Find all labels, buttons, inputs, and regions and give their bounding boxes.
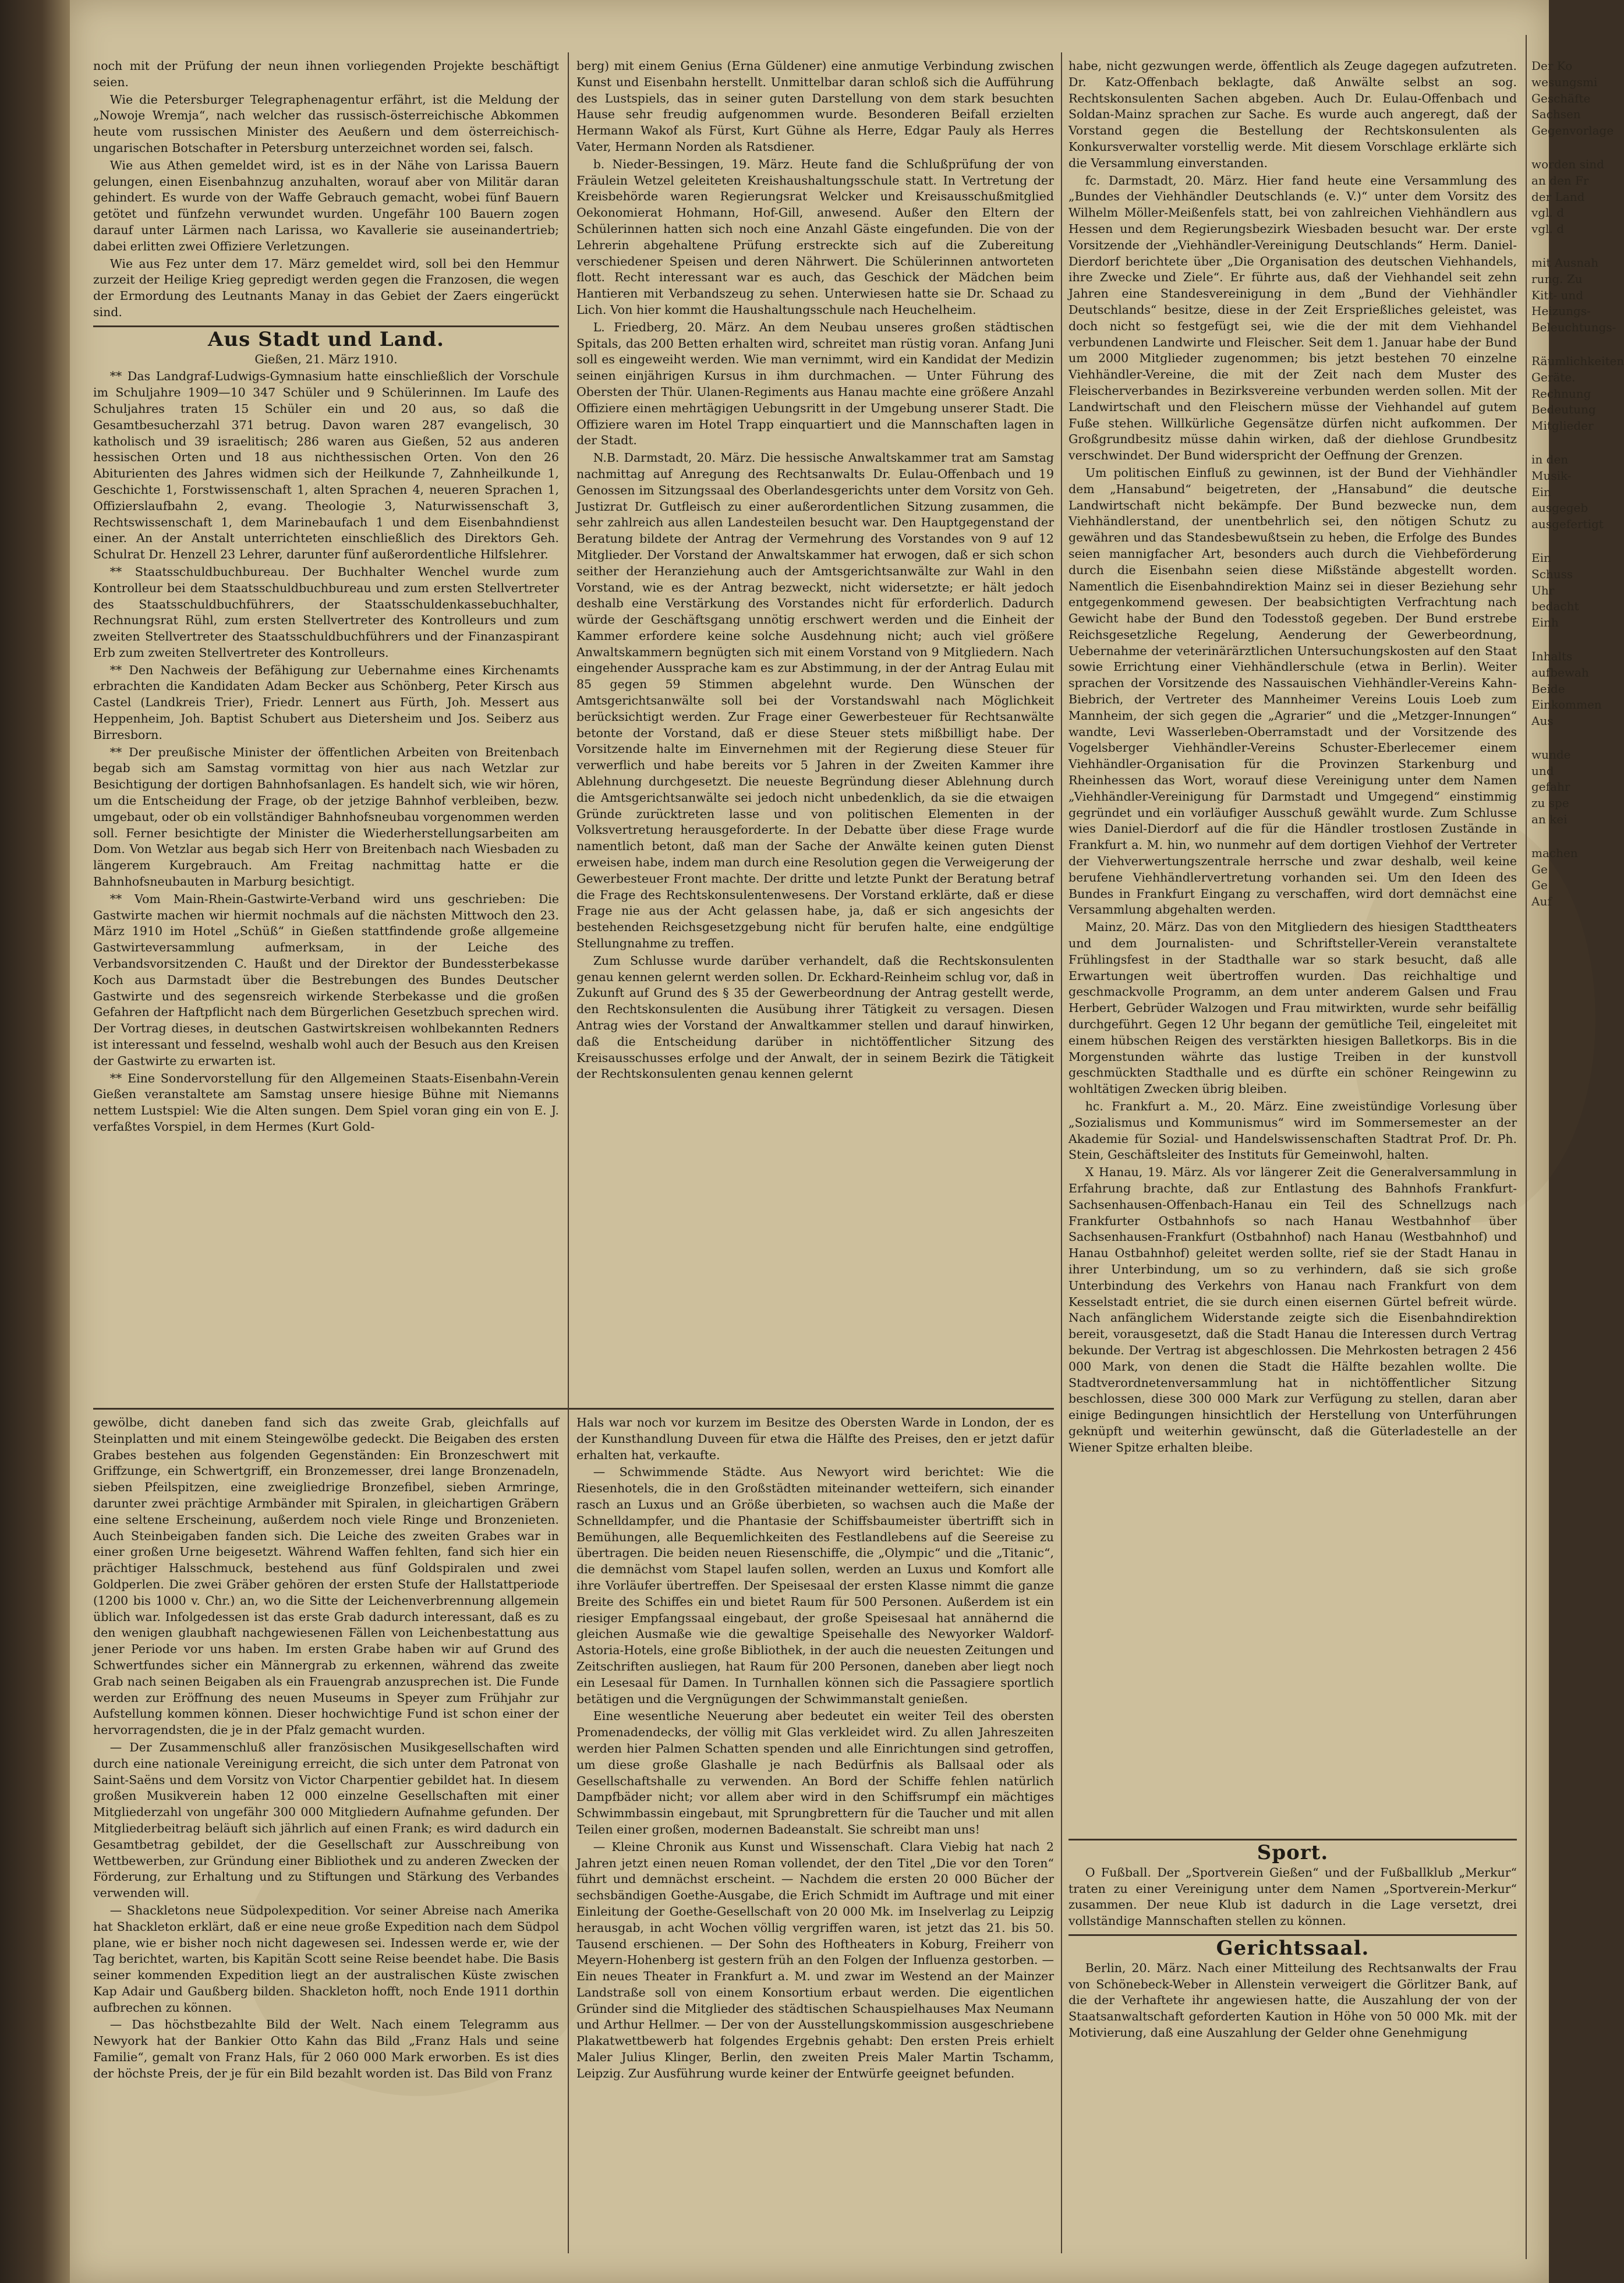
article-sondervorstellung: ** Eine Sondervorstellung für den Allgemeinen Staats-Eisenbahn-Verein Gießen veranstaltete am Samstag unsere hiesige Bühne mit Niemanns nettem Lustspiel: Wie die Alten sungen. Dem Spiel voran ging ein von E. J. verfaßtes Vorspiel, in dem Hermes (Kurt Gold- xyxy=(93,1071,559,1134)
article-paragraph: Wie aus Athen gemeldet wird, ist es in der Nähe von Larissa Bauern gelungen, einen Eisenbahnzug anzuhalten, worauf aber von Militär daran gehindert. Es wurde von der Waffe Gebrauch gemacht, wobei fünf Bauern getötet und fünfzehn verwundet wurden. Ungefähr 100 Bauern zogen darauf unter Lärmen nach Larissa, wo Kavallerie sie auseinandertrieb; dabei erlitten zwei Offiziere Verletzungen. xyxy=(93,158,559,253)
fragment-line: vgl. d xyxy=(1531,206,1565,220)
article-schwimmende-staedte: — Schwimmende Städte. Aus Newyort wird berichtet: Wie die Riesenhotels, die in den Großstädten miteinander wetteifern, sich einander rasch an Luxus und an Größe überbieten, so wachsen auch die Maße der Schnelldampfer, und die Phantasie der Schiffsbaumeister übertrifft sich in Bemühungen, alle Bequemlichkeiten des Festlandlebens auf die Seereise zu übertragen. Die beiden neuen Riesenschiffe, die „Olympic“ und die „Titanic“, die demnächst vom Stapel laufen sollen, werden an Luxus und Komfort alle ihre Vorläufer übertreffen. Der Speisesaal der ersten Klasse nimmt die ganze Breite des Schiffes ein und bietet Raum für 500 Personen. Außerdem ist ein riesiger Empfangssaal eingebaut, der große Speisesaal hat annähernd die gleichen Ausmaße wie die gewaltige Speisehalle des Newyorker Waldorf-Astoria-Hotels, eine große Bibliothek, in der auch die neuesten Zeitungen und Zeitschriften ausliegen, hat Raum für 200 Personen, daneben aber liegt noch ein Lesesaal für Damen. In Turnhallen können sich die Passagiere sportlich betätigen und die Vergnügungen der Schwimmanstalt genießen. xyxy=(576,1465,1054,1706)
article-nieder-bessingen: b. Nieder-Bessingen, 19. März. Heute fand die Schlußprüfung der von Fräulein Wetzel geleiteten Kreishaushaltungsschule statt. In Vertretung der Kreisbehörde waren Regierungsrat Welcker und Kreisausschußmitglied Oekonomierat Hohmann, Hof-Gill, anwesend. Außer den Eltern der Schülerinnen hatten sich noch eine Anzahl Gäste eingefunden. Die von der Lehrerin abgehaltene Prüfung erstreckte sich auf die Zubereitung verschiedener Speisen und deren Nährwert. Die Schülerinnen antworteten flott. Recht interessant war es auch, das Geschick der Mädchen beim Hantieren mit Verbandszeug zu sehen. Unterwiesen hatte sie Dr. Schaad zu Lich. Von hier kommt die Haushaltungsschule nach Heuchelheim. xyxy=(576,157,1054,317)
article-paragraph: noch mit der Prüfung der neun ihnen vorliegenden Projekte beschäftigt seien. xyxy=(93,59,559,89)
fragment-line: Ge xyxy=(1531,878,1548,893)
fragment-line: Ge xyxy=(1531,862,1548,876)
fragment-line: und xyxy=(1531,763,1554,778)
fragment-line: worden sind xyxy=(1531,157,1604,171)
court-heading: Gerichtssaal. xyxy=(1216,1936,1370,1960)
article-berlin: Berlin, 20. März. Nach einer Mitteilung des Rechtsanwalts der Frau von Schönebeck-Weber in Allenstein verweigert die Görlitzer Bank, auf die der Verhaftete ihr angewiesen hatte, die Auszahlung der von der Staatsanwaltschaft geforderten Kaution in Höhe von 50 000 Mk. mit der Motivierung, daß eine Auszahlung der Gelder ohne Genehmigung xyxy=(1068,1960,1517,2040)
article-continued: Hals war noch vor kurzem im Besitze des Obersten Warde in London, der es der Kunsthandlung Duveen für etwa die Hälfte des Preises, den er jetzt dafür erhalten hat, verkaufte. xyxy=(576,1415,1054,1462)
article-kirchenamt: ** Den Nachweis der Befähigung zur Uebernahme eines Kirchenamts erbrachten die Kandidaten Adam Becker aus Schönberg, Peter Kirsch aus Castel (Landkreis Trier), Friedr. Lennert aus Fürth, Joh. Messert aus Heppenheim, Joh. Baptist Schubert aus Dietersheim und Jos. Seiberz aus Birresborn. xyxy=(93,663,559,742)
column-rule xyxy=(1061,52,1062,2253)
fragment-line: Aus xyxy=(1531,714,1554,728)
fragment-line: Beide xyxy=(1531,681,1565,696)
fragment-line: machen xyxy=(1531,845,1578,860)
column-left-top xyxy=(93,58,559,1397)
section-divider xyxy=(1068,1934,1517,1936)
adjacent-page-fragment xyxy=(1531,58,1624,2213)
fragment-line: Uhr xyxy=(1531,583,1555,597)
article-hanau: X Hanau, 19. März. Als vor längerer Zeit die Generalversammlung in Erfahrung brachte, daß zur Entlastung des Bahnhofs Frankfurt-Sachsenhausen-Offenbach-Hanau ein Teil des Schnellzugs nach Frankfurter Ostbahnhofs so nach Hanau Westbahnhof über Sachsenhausen-Frankfurt (Ostbahnhof) nach Hanau (Westbahnhof) und Hanau Ostbahnhof) geleitet werden sollte, rief sie der Stadt Hanau in ihrer Unterbindung, um so zu verhindern, daß sie sich große Unterbindung des Verkehrs von Hanau nach Frankfurt von dem Kesselstadt entriet, die sie durch einen eisernen Gürtel befreit würde. Nach anfänglichem Widerstande zeigte sich die Eisenbahndirektion bereit, vorausgesetzt, daß die Stadt Hanau die Interessen durch Vertrag bekunde. Der Vertrag ist abgeschlossen. Die Mehrkosten betragen 2 456 000 Mark, von denen die Stadt die Hälfte bezahlen wollte. Die Stadtverordnetenversammlung hat in nichtöffentlicher Sitzung beschlossen, diese 300 000 Mark zur Verfügung zu stellen, daran aber einige Bedingungen hinsichtlich der Herstellung von Unterführungen geknüpft und weiterhin gewünscht, daß die Güterladestelle an der Wiener Spitze erhalten bleibe. xyxy=(1068,1165,1517,1454)
fragment-line: Bedeutung xyxy=(1531,402,1596,417)
fragment-line: aufbewah xyxy=(1531,665,1589,679)
article-anwaltskammer: N.B. Darmstadt, 20. März. Die hessische Anwaltskammer trat am Samstag nachmittag auf Anregung des Rechtsanwalts Dr. Eulau-Offenbach und 19 Genossen im Sitzungssaal des Oberlandesgerichts unter dem Vorsitz von Geh. Justizrat Dr. Gutfleisch zu einer außerordentlichen Sitzung zusammen, die sehr zahlreich aus allen Landesteilen besucht war. Den Hauptgegenstand der Beratung bildete der Antrag der Vermehrung des Vorstandes von 9 auf 12 Mitglieder. Der Vorstand der Anwaltskammer hat erwogen, daß er sich schon seither der Heranziehung auch der Amtsgerichtsanwälte zur Wahl in den Vorstand, wie es der Antrag bezweckt, nicht widersetzte; er hält jedoch deshalb eine Verstärkung des Vorstandes nicht für erforderlich. Dadurch würde der Geschäftsgang unnötig erschwert werden und die Einheit der Kammer erfordere keine solche Ausdehnung nicht; auch viel größere Anwaltskammern begnügten sich mit einem Vorstand von 9 Mitgliedern. Nach eingehender Aussprache kam es zur Abstimmung, in der der Antrag Eulau mit 85 gegen 59 Stimmen abgelehnt wurde. Den Wünschen der Amtsgerichtsanwälte soll bei der Vorstandswahl nach Möglichkeit berücksichtigt werden. Zur Frage einer Gewerbesteuer für Rechtsanwälte betonte der Vorstand, daß er diese Steuer stets mißbilligt habe. Der Vorsitzende halte im Einvernehmen mit der Regierung diese Steuer für verwerflich und habe bereits vor 5 Jahren in der Zweiten Kammer ihre Ablehnung durchgesetzt. Die neueste Begründung dieser Ablehnung durch die Amtsgerichtsanwälte sei jedoch nicht unbedenklich, da sie die etwaigen Gründe zurücktreten lasse und von politischen Elementen in der Volksvertretung herausgeforderte. In der Debatte über diese Frage wurde namentlich betont, daß man der Sache der Anwälte keinen guten Dienst erweisen habe, indem man durch eine Resolution gegen die Verweigerung der Gewerbesteuer Front machte. Der dritte und letzte Punkt der Beratung betraf die Frage des Rechtskonsulentenwesens. Der Vorstand erklärte, daß er diese Frage nie aus der Acht gelassen habe, ja, daß er sich angesichts der bestehenden Reichsgesetzgebung nicht für berufen halte, eine endgültige Stellungnahme zu treffen. xyxy=(576,451,1054,951)
fragment-line: Inhalts xyxy=(1531,649,1573,663)
article-shackleton: — Shackletons neue Südpolexpedition. Vor seiner Abreise nach Amerika hat Shackleton erklärt, daß er eine neue große Expedition nach dem Südpol plane, wie er bisher noch nicht dagewesen sei. Indessen werde er, wie der Tag berichtet, warten, bis Kapitän Scott seine Reise beendet habe. Die Basis seiner kommenden Expedition liegt an der australischen Küste zwischen Kap Adair und Gaußberg bilden. Shackleton hofft, noch Ende 1911 dorthin aufbrechen zu können. xyxy=(93,1903,559,2015)
fragment-line: Musik- xyxy=(1531,468,1572,483)
fragment-line: in den xyxy=(1531,452,1569,466)
dateline: Gießen, 21. März 1910. xyxy=(254,352,398,366)
section-heading: Aus Stadt und Land. xyxy=(208,327,444,351)
fragment-line: vgl. d xyxy=(1531,222,1565,236)
fragment-line: Ein xyxy=(1531,550,1551,565)
fragment-line: bedacht xyxy=(1531,599,1579,614)
fragment-line: Auf xyxy=(1531,894,1552,909)
article-musikgesellschaften: — Der Zusammenschluß aller französischen Musikgesellschaften wird durch eine nationale Vereinigung erreicht, die sich unter dem Patronat von Saint-Saëns und dem Vorsitz von Victor Charpentier gebildet hat. In diesem großen Musikverein haben 12 000 einzelne Gesellschaften mit einer Mitgliederzahl von ungefähr 300 000 Mitgliedern Aufnahme gefunden. Der Mitgliederbeitrag beläuft sich jährlich auf einen Frank; es wird dadurch ein Gesamtbetrag gebildet, der die Gesellschaft zur Ausschreibung von Wettbewerben, zur Gründung einer Bibliothek und zu anderen Zwecken der Förderung, zur Erhaltung und zu Stiftungen und Stärkung des Verbandes verwenden will. xyxy=(93,1740,559,1900)
fragment-line: an den Fr xyxy=(1531,173,1589,187)
newspaper-page xyxy=(70,0,1624,2283)
fragment-line: Mitglieder xyxy=(1531,419,1594,433)
article-continued: berg) mit einem Genius (Erna Güldener) eine anmutige Verbindung zwischen Kunst und Eisenbahn herstellt. Unmittelbar daran schloß sich die Aufführung des Lustspiels, das in seiner guten Darstellung von dem stark besuchten Hause sehr freudig aufgenommen wurde. Besonderen Beifall erzielten Hermann Wakof als Fürst, Kurt Gühne als Herre, Edgar Pauly als Herres Vater, Hermann Norden als Ratsdiener. xyxy=(576,59,1054,154)
article-gymnasium: ** Das Landgraf-Ludwigs-Gymnasium hatte einschließlich der Vorschule im Schuljahre 1909—10 347 Schüler und 9 Schülerinnen. Im Laufe des Schuljahres traten 15 Schüler ein und 20 aus, so daß die Gesamtbesucherzahl 371 betrug. Davon waren 287 evangelisch, 30 katholisch und 39 israelitisch; 286 waren aus Gießen, 52 aus anderen hessischen Orten und 18 aus nichthessischen Orten. Von den 26 Abiturienten des Jahres widmen sich der Heilkunde 7, Zahnheilkunde 1, Geschichte 1, Forstwissenschaft 1, alten Sprachen 4, neueren Sprachen 1, Offizierslaufbahn 2, evang. Theologie 3, Naturwissenschaft 3, Rechtswissenschaft 1, dem Marinebaufach 1 und dem Eisenbahndienst einer. An der Anstalt unterrichteten einschließlich des Direktors Geh. Schulrat Dr. Henzell 23 Lehrer, darunter fünf außerordentliche Hilfslehrer. xyxy=(93,369,559,562)
fragment-line: wunde xyxy=(1531,747,1571,762)
article-frankfurt: hc. Frankfurt a. M., 20. März. Eine zweistündige Vorlesung über „Sozialismus und Kommunismus“ wird im Sommersemester an der Akademie für Sozial- und Handelswissenschaften Stadtrat Prof. Dr. Ph. Stein, Geschäftsleiter des Instituts für Gemeinwohl, halten. xyxy=(1068,1099,1517,1162)
fragment-line: Einh xyxy=(1531,615,1559,630)
column-rule xyxy=(1526,35,1527,2259)
column-rule xyxy=(568,52,569,2253)
fragment-line: an kei xyxy=(1531,812,1568,827)
fragment-line: Einkommen xyxy=(1531,698,1602,712)
article-fussball: O Fußball. Der „Sportverein Gießen“ und der Fußballklub „Merkur“ traten zu einer Vereinigung unter dem Namen „Sportverein-Merkur“ zusammen. Der neue Klub ist dadurch in die Lage versetzt, drei vollständige Mannschaften stellen zu können. xyxy=(1068,1865,1517,1928)
book-binding-edge xyxy=(0,0,70,2283)
column-left-bottom xyxy=(93,1415,559,2253)
fragment-line: Gegenvorlage xyxy=(1531,123,1614,138)
article-kleine-chronik: — Kleine Chronik aus Kunst und Wissenschaft. Clara Viebig hat nach 2 Jahren jetzt einen neuen Roman vollendet, der den Titel „Die vor den Toren“ führt und demnächst erscheint. — Nachdem die ersten 20 000 Bücher der sechsbändigen Goethe-Ausgabe, die Erich Schmidt im Auftrage und mit einer Einleitung der Goethe-Gesellschaft von 20 000 Mk. im Inselverlag zu Leipzig herausgab, in acht Wochen völlig vergriffen waren, ist jetzt das 21. bis 50. Tausend erschienen. — Der Sohn des Hoftheaters in Koburg, Freiherr von Meyern-Hohenberg ist gestern früh an den Folgen der Influenza gestorben. — Ein neues Theater in Frankfurt a. M. und zwar im Westend an der Mainzer Landstraße soll von einem Konsortium erbaut werden. Die eigentlichen Gründer sind die Mitglieder des städtischen Schauspielhauses Max Neumann und Arthur Hellmer. — Der von der Ausstellungskommission ausgeschriebene Plakatwettbewerb hat folgendes Ergebnis gehabt: Den ersten Preis erhielt Maler Julius Klinger, Berlin, den zweiten Preis Maler Martin Tschamm, Leipzig. Zur Ausführung wurde keiner der Entwürfe geeignet befunden. xyxy=(576,1839,1054,2080)
article-viehhaendler: fc. Darmstadt, 20. März. Hier fand heute eine Versammlung des „Bundes der Viehhändler Deutschlands (e. V.)“ unter dem Vorsitz des Wilhelm Möller-Meißenfels statt, bei von zahlreichen Viehhändlern aus Hessen und dem Regierungsbezirk Wiesbaden besucht war. Der erste Vorsitzende der „Viehhändler-Vereinigung Deutschlands“ Herm. Daniel-Dierdorf berichtete über „Die Organisation des deutschen Viehhandels, ihre Zwecke und Ziele“. Er führte aus, daß der Viehhandel seit zehn Jahren eine Standesvereinigung in dem „Bund der Viehhändler Deutschlands“ besitze, diese in der Zeit Ersprießliches geleistet, was doch nicht so festgefügt sei, wie die der mit dem Viehhandel verbundenen Landwirte und Fleischer. Seit dem 1. Januar habe der Bund um 2000 Mitglieder zugenommen; bis jetzt bestehen 70 einzelne Viehhändler-Vereine, die mit der Zeit nach dem Muster des Fleischerverbandes in Bezirksvereine verbunden werden sollen. Mit der Landwirtschaft und den Fleischern müsse der Viehhandel auf gutem Fuße stehen. Willkürliche Gegensätze dürfen nicht aufkommen. Der Großgrundbesitz müsse dahin wirken, daß der diehlose Grundbesitz verschwindet. Der Bund widerspricht der Oeffnung der Grenzen. xyxy=(1068,173,1517,463)
article-bild: — Das höchstbezahlte Bild der Welt. Nach einem Telegramm aus Newyork hat der Bankier Otto Kahn das Bild „Franz Hals und seine Familie“, gemalt von Franz Hals, für 2 060 000 Mark erworben. Es ist dies der höchste Preis, der je für ein Bild bezahlt worden ist. Das Bild von Franz xyxy=(93,2017,559,2080)
fragment-line: mit Ausnah xyxy=(1531,255,1599,270)
article-glashalle: Eine wesentliche Neuerung aber bedeutet ein weiter Teil des obersten Promenadendecks, der völlig mit Glas verkleidet wird. Zu allen Jahreszeiten werden hier Palmen Schatten spenden und alle Einrichtungen sind getroffen, um diese große Glashalle je nach Bedürfnis als Ballsaal oder als Gesellschaftshalle zu verwenden. An Bord der Schiffe fehlen natürlich Dampfbäder nicht; vor allem aber wird in den Schiffsrumpf ein mächtiges Schwimmbassin eingebaut, mit Sprungbrettern für die Taucher und mit allen Teilen einer großen, modernen Badeanstalt. Sie schreibt man uns! xyxy=(576,1709,1054,1836)
fragment-line: ausgegeb xyxy=(1531,501,1588,515)
article-continued: habe, nicht gezwungen werde, öffentlich als Zeuge dagegen aufzutreten. Dr. Katz-Offenbach beklagte, daß Anwälte selbst an sog. Rechtskonsulenten Sachen abgeben. Auch Dr. Eulau-Offenbach und Soldan-Mainz sprachen zur Sache. Es wurde auch angeregt, daß der Vorstand gegen die Bestellung der Rechtskonsulenten als Konkursverwalter vorstellig werde. Mit diesem Vorschlage erklärte sich die Versammlung einverstanden. xyxy=(1068,59,1517,170)
article-friedberg: L. Friedberg, 20. März. An dem Neubau unseres großen städtischen Spitals, das 200 Betten erhalten wird, schreitet man rüstig voran. Anfang Juni soll es eingeweiht werden. Wie man vernimmt, wird ein Kandidat der Medizin seinen einjährigen Kursus in ihm durchmachen. — Unter Führung des Obersten der Thür. Ulanen-Regiments aus Hanau machte eine größere Anzahl Offiziere einen mehrtägigen Uebungsritt in der Umgebung unserer Stadt. Die Offiziere waren im Hotel Trapp einquartiert und die Mannschaften lagen in der Stadt. xyxy=(576,320,1054,448)
fragment-line: ausgefertigt xyxy=(1531,517,1604,532)
fragment-line: gefahr xyxy=(1531,780,1570,794)
article-paragraph: Wie die Petersburger Telegraphenagentur erfährt, ist die Meldung der „Nowoje Wremja“, nach welcher das russisch-österreichische Abkommen heute vom russischen Minister des Aeußern und dem österreichisch-ungarischen Botschafter in Petersburg unterzeichnet worden sei, falsch. xyxy=(93,92,559,155)
column-middle-top xyxy=(576,58,1054,1397)
fragment-line: Rechnung xyxy=(1531,386,1591,401)
article-rechtskonsulenten: Zum Schlusse wurde darüber verhandelt, daß die Rechtskonsulenten genau kennen gelernt werden sollen. Dr. Eckhard-Reinheim schlug vor, daß in Zukunft auf Grund des § 35 der Gewerbeordnung der Antrag gestellt werde, den Rechtskonsulenten die Ausübung ihrer Tätigkeit zu versagen. Diesen Antrag wies der Vorstand der Anwaltkammer stellen und darauf hinwirken, daß die Entscheidung darüber in nichtöffentlicher Sitzung des Kreisausschusses erfolge und der Anwalt, der in seinem Bezirk die Tätigkeit der Rechtskonsulenten genau kennen gelernt xyxy=(576,953,1054,1081)
fragment-line: Beleuchtungs- xyxy=(1531,320,1616,335)
article-graeber: gewölbe, dicht daneben fand sich das zweite Grab, gleichfalls auf Steinplatten und mit einem Steingewölbe gedeckt. Die Beigaben des ersten Grabes bestehen aus folgenden Gegenständen: Ein Bronzeschwert mit Griffzunge, ein Schwertgriff, ein Bronzemesser, drei lange Bronzenadeln, sieben Pfeilspitzen, eine zweigliedrige Bronzefibel, sieben Armringe, darunter zwei prächtige Armbänder mit Spiralen, in gleichartigen Gräbern eine seltene Erscheinung, außerdem noch viele Ringe und Bronzenieten. Auch Steinbeigaben fanden sich. Die Leiche des zweiten Grabes war in einer großen Urne beigesetzt. Während Waffen fehlten, fand sich hier ein prächtiger Halsschmuck, bestehend aus fünf Goldspiralen und zwei Goldperlen. Die zwei Gräber gehören der ersten Stufe der Hallstattperiode (1200 bis 1000 v. Chr.) an, wo die Sitte der Leichenverbrennung allgemein üblich war. Infolgedessen ist das erste Grab dadurch interessant, daß es zu den wenigen glaubhaft nachgewiesenen Fällen von Leichenbestattung aus jener Periode vor uns haben. Im ersten Grabe haben wir auf Grund des Schwertfundes sicher ein Männergrab zu erkennen, während das zweite Grab nach seinen Beigaben als ein Frauengrab anzusprechen ist. Die Funde werden zur Eröffnung des neuen Museums in Speyer zum Frühjahr zur Aufstellung kommen können. Dieser hochwichtige Fund ist schon einer der hervorragendsten, die je in der Pfalz gemacht wurden. xyxy=(93,1415,559,1737)
fragment-line: Geschäfte xyxy=(1531,91,1591,105)
section-divider xyxy=(93,325,559,327)
right-articles xyxy=(1068,58,1517,1834)
fragment-line: Sachsen xyxy=(1531,107,1581,122)
fragment-line: der Land xyxy=(1531,189,1585,204)
sport-heading: Sport. xyxy=(1257,1841,1329,1864)
fragment-line: Heizungs- xyxy=(1531,304,1591,318)
article-paragraph: Wie aus Fez unter dem 17. März gemeldet wird, soll bei den Hemmur zurzeit der Heilige Krieg gepredigt werden gegen die Franzosen, die wegen der Ermordung des Leutnants Manay in das Gebiet der Zaers eingerückt sind. xyxy=(93,256,559,319)
article-gastwirte: ** Vom Main-Rhein-Gastwirte-Verband wird uns geschrieben: Die Gastwirte machen wir hiermit nochmals auf die nächsten Mittwoch den 23. März 1910 im Hotel „Schüß“ in Gießen stattfindende große allgemeine Gastwirteversammlung aufmerksam, in der Leiche des Verbandsvorsitzenden C. Haußt und der Direktor der Bundessterbekasse Koch aus Darmstadt über die Bestrebungen des Bundes Deutscher Gastwirte und des segensreich wirkende Sterbekasse und die großen Gefahren der Haftpflicht nach dem Bürgerlichen Gesetzbuch sprechen wird. Der Vortrag dieses, in deutschen Gastwirtskreisen wohlbekannten Redners ist interessant und fesselnd, weshalb wohl auch der Besuch aus den Kreisen der Gastwirte zu erwarten ist. xyxy=(93,891,559,1068)
article-minister-visit: ** Der preußische Minister der öffentlichen Arbeiten von Breitenbach begab sich am Samstag vormittag von hier aus nach Wetzlar zur Besichtigung der dortigen Bahnhofsanlagen. Es handelt sich, wie wir hören, um die Entscheidung der Frage, ob der jetzige Bahnhof verbleiben, bezw. umgebaut, oder ob ein vollständiger Bahnhofsneubau vorgenommen werden soll. Ferner besichtigte der Minister die Wiederherstellungsarbeiten am Dom. Von Wetzlar aus begab sich Herr von Breitenbach nach Wiesbaden zu längerem Kurgebrauch. Am Freitag nachmittag hatte er die Bahnhofsneubauten in Marburg besichtigt. xyxy=(93,745,559,889)
article-hansabund: Um politischen Einfluß zu gewinnen, ist der Bund der Viehhändler dem „Hansabund“ beigetreten, der „Hansabund“ die deutsche Landwirtschaft nicht bekämpfe. Der Bund bezwecke nun, dem Viehhändlerstand, der unentbehrlich sei, den nötigen Schutz zu gewähren und das Standesbewußtsein zu heben, die Erfolge des Bundes seien mannigfacher Art, besonders auch durch die Viehbeförderung durch die Eisenbahn seien diese Mißstände abgestellt worden. Namentlich die Eisenbahndirektion Mainz sei in dieser Beziehung sehr entgegenkommend gewesen. Der beabsichtigten Verfrachtung nach Gewicht habe der Bund den Todesstoß gegeben. Der Bund erstrebe Reichsgesetzliche Regelung, Aenderung der Gewerbeordnung, Uebernahme der veterinärärztlichen Untersuchungskosten auf den Staat sowie Errichtung einer Viehhändlerschule (etwa in Berlin). Weiter sprachen der Vorsitzende des Nassauischen Viehhändler-Vereins Kahn-Biebrich, der Vertreter des Mannheimer Vereins Louis Loeb zum Mannheim, der sich gegen die „Agrarier“ und die „Metzger-Innungen“ wandte, Levi Wasserleben-Oberramstadt und der Vorsitzende des Vogelsberger Viehhändler-Vereins Schuster-Eberlecemer einem Viehhändler-Organisation für die Provinzen Starkenburg und Rheinhessen das Wort, worauf diese Vereinigung unter dem Namen „Viehhändler-Vereinigung für Darmstadt und Umgegend“ einstimmig gegründet und ein vorläufiger Ausschuß gewählt wurde. Zum Schlusse wies Daniel-Dierdorf auf die für die Händler trostlosen Zustände in Frankfurt a. M. hin, wo nunmehr auf dem dortigen Viehhof der Vertreter der Viehverwertungszentrale herrsche und zwar deshalb, weil keine berufene Viehhändlervertretung vorhanden sei. Um den Ideen des Bundes in Frankfurt Eingang zu verschaffen, wird dort demnächst eine Versammlung abgehalten werden. xyxy=(1068,465,1517,917)
fragment-line: rung. Zu xyxy=(1531,271,1583,286)
top-left-articles xyxy=(93,58,559,321)
feuilleton-divider xyxy=(93,1408,1054,1410)
fragment-line: Räumlichkeiten xyxy=(1531,353,1624,368)
fragment-line: Der Ko xyxy=(1531,59,1573,73)
article-staatsschuldbuch: ** Staatsschuldbuchbureau. Der Buchhalter Wenchel wurde zum Kontrolleur bei dem Staatsschuldbuchbureau und zum ersten Stellvertreter des Staatsschuldbuchführers, der Staatsschuldenkassebuchhalter, Rechnungsrat Rühl, zum ersten Stellvertreter des Kontrolleurs und zum zweiten Stellvertreter des Staatsschuldbuchführers und der Finanzaspirant Erb zum zweiten Stellvertreter des Kontrolleurs. xyxy=(93,564,559,660)
fragment-line: zu spe xyxy=(1531,796,1569,810)
column-right xyxy=(1068,58,1517,2236)
fragment-line: Kitt- und xyxy=(1531,288,1584,302)
fragment-line: wesungsmi xyxy=(1531,75,1598,89)
fragment-line: Schuss xyxy=(1531,567,1573,581)
fragment-line: Ein xyxy=(1531,484,1551,499)
article-mainz: Mainz, 20. März. Das von den Mitgliedern des hiesigen Stadttheaters und dem Journalisten- und Schriftsteller-Verein veranstaltete Frühlingsfest in der Stadthalle war so stark besucht, daß alle Erwartungen weit übertroffen wurden. Das reichhaltige und geschmackvolle Programm, an dem unter anderem Galsen und Frau Herbert, Gebrüder Walzogen und Frau mitwirkten, wurde sehr beifällig durchgeführt. Gegen 12 Uhr begann der gemütliche Teil, eingeleitet mit einem hübschen Reigen des verstärkten hiesigen Balletkorps. Bis in die Morgenstunden währte das lustige Treiben in der kunstvoll geschmückten Stadthalle und es dürfte ein schöner Reingewinn zu wohltätigen Zwecken übrig bleiben. xyxy=(1068,920,1517,1096)
fragment-line: Geräte. xyxy=(1531,370,1576,384)
section-divider xyxy=(1068,1839,1517,1840)
column-middle-bottom xyxy=(576,1415,1054,2253)
